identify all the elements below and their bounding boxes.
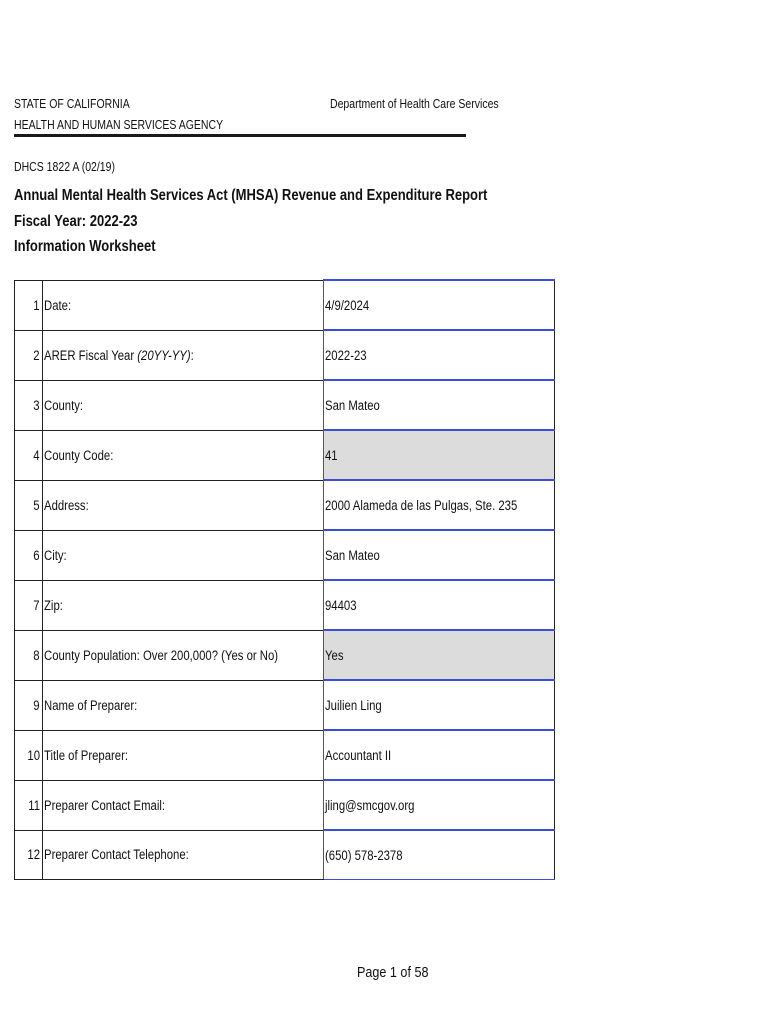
field-label: County Code: <box>43 430 324 480</box>
table-row <box>15 280 555 330</box>
header-divider <box>14 134 466 137</box>
field-label: Preparer Contact Telephone: <box>43 830 324 880</box>
field-label: County Population: Over 200,000? (Yes or No) <box>43 630 324 680</box>
field-value[interactable]: Juilien Ling <box>323 680 554 730</box>
row-number: 5 <box>15 480 43 530</box>
row-number: 2 <box>15 330 43 380</box>
field-label: Title of Preparer: <box>43 730 324 780</box>
table-row <box>15 430 555 480</box>
field-label: Address: <box>43 480 324 530</box>
table-row <box>15 630 555 680</box>
information-worksheet-table <box>14 279 555 880</box>
table-row <box>15 380 555 430</box>
report-titles <box>14 183 578 260</box>
field-label: City: <box>43 530 324 580</box>
row-number: 8 <box>15 630 43 680</box>
page-number: Page 1 of 58 <box>357 964 429 981</box>
table-row <box>15 780 555 830</box>
field-label: Date: <box>43 280 324 330</box>
field-value[interactable]: 41 <box>323 430 554 480</box>
field-value[interactable]: Accountant II <box>323 730 554 780</box>
table-row <box>15 580 555 630</box>
table-row <box>15 330 555 380</box>
table-row <box>15 680 555 730</box>
department-label: Department of Health Care Services <box>330 97 499 111</box>
field-value[interactable]: 94403 <box>323 580 554 630</box>
row-number: 4 <box>15 430 43 480</box>
field-value[interactable]: 4/9/2024 <box>323 280 554 330</box>
field-label: Preparer Contact Email: <box>43 780 324 830</box>
field-value[interactable]: jling@smcgov.org <box>323 780 554 830</box>
field-value[interactable]: (650) 578-2378 <box>323 830 554 880</box>
table-row <box>15 530 555 580</box>
header-right <box>330 94 531 115</box>
field-label: Name of Preparer: <box>43 680 324 730</box>
field-value[interactable]: 2022-23 <box>323 330 554 380</box>
header-left <box>14 94 263 136</box>
field-value[interactable]: San Mateo <box>323 380 554 430</box>
row-number: 9 <box>15 680 43 730</box>
row-number: 1 <box>15 280 43 330</box>
row-number: 6 <box>15 530 43 580</box>
table-row <box>15 830 555 880</box>
row-number: 7 <box>15 580 43 630</box>
row-number: 3 <box>15 380 43 430</box>
worksheet-title: Information Worksheet <box>14 238 156 255</box>
row-number: 11 <box>15 780 43 830</box>
row-number: 10 <box>15 730 43 780</box>
field-label: ARER Fiscal Year (20YY-YY): <box>43 330 324 380</box>
field-value[interactable]: San Mateo <box>323 530 554 580</box>
agency-label: HEALTH AND HUMAN SERVICES AGENCY <box>14 118 224 132</box>
field-value[interactable]: 2000 Alameda de las Pulgas, Ste. 235 <box>323 480 554 530</box>
report-title: Annual Mental Health Services Act (MHSA) Revenue and Expenditure Report <box>14 187 488 204</box>
field-label: Zip: <box>43 580 324 630</box>
field-value[interactable]: Yes <box>323 630 554 680</box>
state-label: STATE OF CALIFORNIA <box>14 97 130 111</box>
form-number: DHCS 1822 A (02/19) <box>14 160 115 174</box>
row-number: 12 <box>15 830 43 880</box>
table-row <box>15 730 555 780</box>
fiscal-year-title: Fiscal Year: 2022-23 <box>14 212 138 230</box>
table-row <box>15 480 555 530</box>
field-label: County: <box>43 380 324 430</box>
